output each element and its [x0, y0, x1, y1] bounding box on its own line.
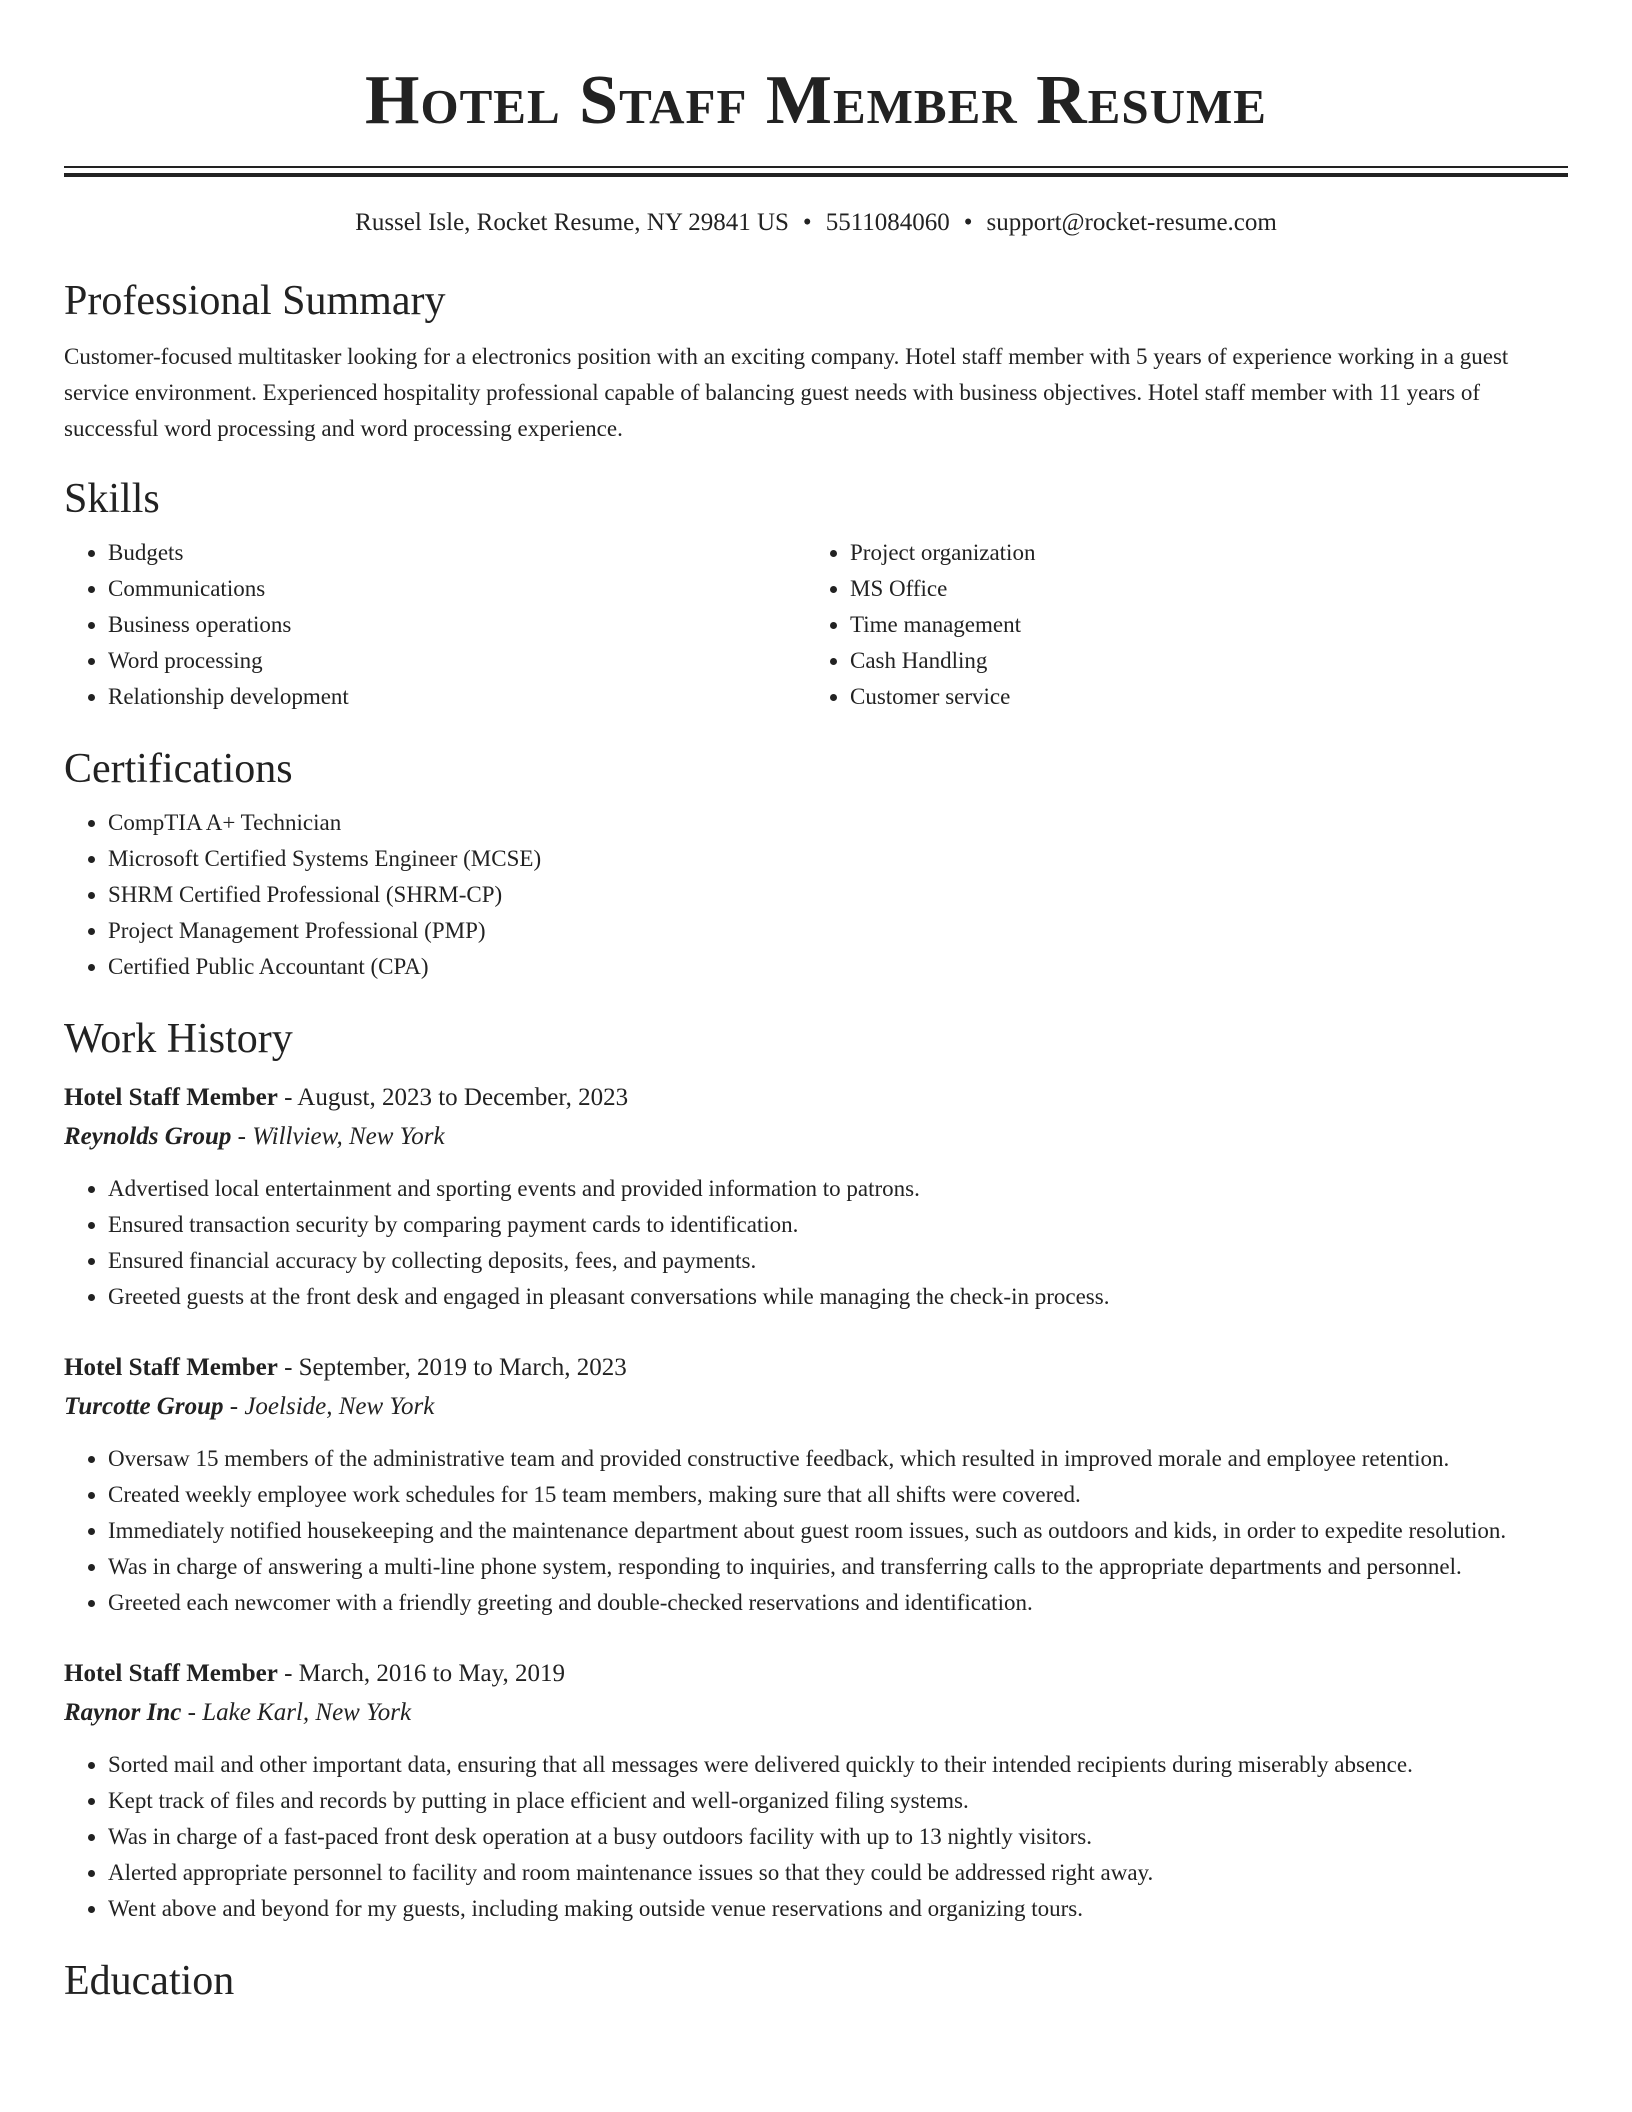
work-history-heading: Work History	[64, 1016, 293, 1062]
skills-list-left	[64, 535, 806, 715]
job-location: - Willview, New York	[231, 1123, 445, 1150]
skill-item: • MS Office	[850, 571, 1548, 607]
job-location: - Joelside, New York	[223, 1393, 435, 1420]
job-bullet: • Ensured transaction security by comparing payment cards to identification.	[108, 1207, 1568, 1243]
job-dates: - September, 2019 to March, 2023	[277, 1354, 627, 1381]
skill-item: • Word processing	[108, 643, 806, 679]
job-entry	[64, 1349, 1568, 1621]
job-bullet: • Greeted guests at the front desk and engaged in pleasant conversations while managing the check-in process.	[108, 1279, 1568, 1315]
job-title: Hotel Staff Member	[64, 1660, 278, 1687]
job-company: Reynolds Group	[64, 1123, 232, 1150]
skills-heading: Skills	[64, 476, 160, 522]
job-dates: - March, 2016 to May, 2019	[277, 1660, 566, 1687]
contact-address: Russel Isle, Rocket Resume, NY 29841 US	[355, 209, 789, 236]
job-company-line	[64, 1387, 1568, 1427]
job-bullet: • Went above and beyond for my guests, including making outside venue reservations and organizing tours.	[108, 1891, 1568, 1927]
title-divider	[64, 166, 1568, 177]
job-company: Raynor Inc	[64, 1699, 182, 1726]
page-title: Hotel Staff Member Resume	[365, 62, 1267, 139]
job-title: Hotel Staff Member	[64, 1354, 278, 1381]
job-title-line	[64, 1349, 1568, 1387]
skills-columns	[64, 535, 1568, 715]
job-company: Turcotte Group	[64, 1393, 224, 1420]
summary-heading: Professional Summary	[64, 278, 446, 324]
skill-item: • Cash Handling	[850, 643, 1548, 679]
job-bullet: • Was in charge of a fast-paced front desk operation at a busy outdoors facility with up to 13 nightly visitors.	[108, 1819, 1568, 1855]
skills-list-right	[806, 535, 1548, 715]
certification-item: • Certified Public Accountant (CPA)	[108, 949, 1568, 985]
job-dates: - August, 2023 to December, 2023	[277, 1084, 629, 1111]
job-title-line	[64, 1655, 1568, 1693]
skill-item: • Business operations	[108, 607, 806, 643]
certification-item: • Project Management Professional (PMP)	[108, 913, 1568, 949]
job-bullets	[64, 1441, 1568, 1621]
skill-item: • Communications	[108, 571, 806, 607]
summary-text: Customer-focused multitasker looking for a electronics position with an exciting company. Hotel staff member with 5 years of experience working in a guest service environment. Experienced hospitality professional capable of balancing guest needs with business objectives. Hotel staff member with 11 years of successful word processing and word processing experience.	[64, 344, 1509, 441]
contact-separator: •	[963, 209, 973, 236]
contact-line	[64, 205, 1568, 241]
job-bullet: • Was in charge of answering a multi-line phone system, responding to inquiries, and transferring calls to the appropriate departments and personnel.	[108, 1549, 1568, 1585]
job-title-line	[64, 1079, 1568, 1117]
skill-item: • Customer service	[850, 679, 1548, 715]
skill-item: • Relationship development	[108, 679, 806, 715]
job-bullet: • Kept track of files and records by putting in place efficient and well-organized filing systems.	[108, 1783, 1568, 1819]
job-entry	[64, 1079, 1568, 1315]
job-title: Hotel Staff Member	[64, 1084, 278, 1111]
job-bullet: • Oversaw 15 members of the administrative team and provided constructive feedback, which resulted in improved morale and employee retention.	[108, 1441, 1568, 1477]
job-bullet: • Created weekly employee work schedules for 15 team members, making sure that all shifts were covered.	[108, 1477, 1568, 1513]
job-bullets	[64, 1171, 1568, 1315]
certifications-list	[64, 805, 1568, 985]
job-bullets	[64, 1747, 1568, 1927]
education-heading: Education	[64, 1958, 235, 2004]
job-entry	[64, 1655, 1568, 1927]
skill-item: • Project organization	[850, 535, 1548, 571]
job-bullet: • Alerted appropriate personnel to facility and room maintenance issues so that they could be addressed right away.	[108, 1855, 1568, 1891]
contact-email: support@rocket-resume.com	[986, 209, 1277, 236]
certification-item: • SHRM Certified Professional (SHRM-CP)	[108, 877, 1568, 913]
job-bullet: • Advertised local entertainment and sporting events and provided information to patrons.	[108, 1171, 1568, 1207]
job-bullet: • Greeted each newcomer with a friendly greeting and double-checked reservations and identification.	[108, 1585, 1568, 1621]
contact-phone: 5511084060	[825, 209, 950, 236]
skill-item: • Time management	[850, 607, 1548, 643]
certification-item: • Microsoft Certified Systems Engineer (MCSE)	[108, 841, 1568, 877]
certifications-heading: Certifications	[64, 746, 293, 792]
job-bullet: • Sorted mail and other important data, ensuring that all messages were delivered quickly to their intended recipients during miserably absence.	[108, 1747, 1568, 1783]
certification-item: • CompTIA A+ Technician	[108, 805, 1568, 841]
skill-item: • Budgets	[108, 535, 806, 571]
job-company-line	[64, 1693, 1568, 1733]
job-bullet: • Immediately notified housekeeping and the maintenance department about guest room issues, such as outdoors and kids, in order to expedite resolution.	[108, 1513, 1568, 1549]
work-history-list	[64, 1079, 1568, 1927]
job-company-line	[64, 1117, 1568, 1157]
job-bullet: • Ensured financial accuracy by collecting deposits, fees, and payments.	[108, 1243, 1568, 1279]
job-location: - Lake Karl, New York	[181, 1699, 412, 1726]
contact-separator: •	[802, 209, 812, 236]
